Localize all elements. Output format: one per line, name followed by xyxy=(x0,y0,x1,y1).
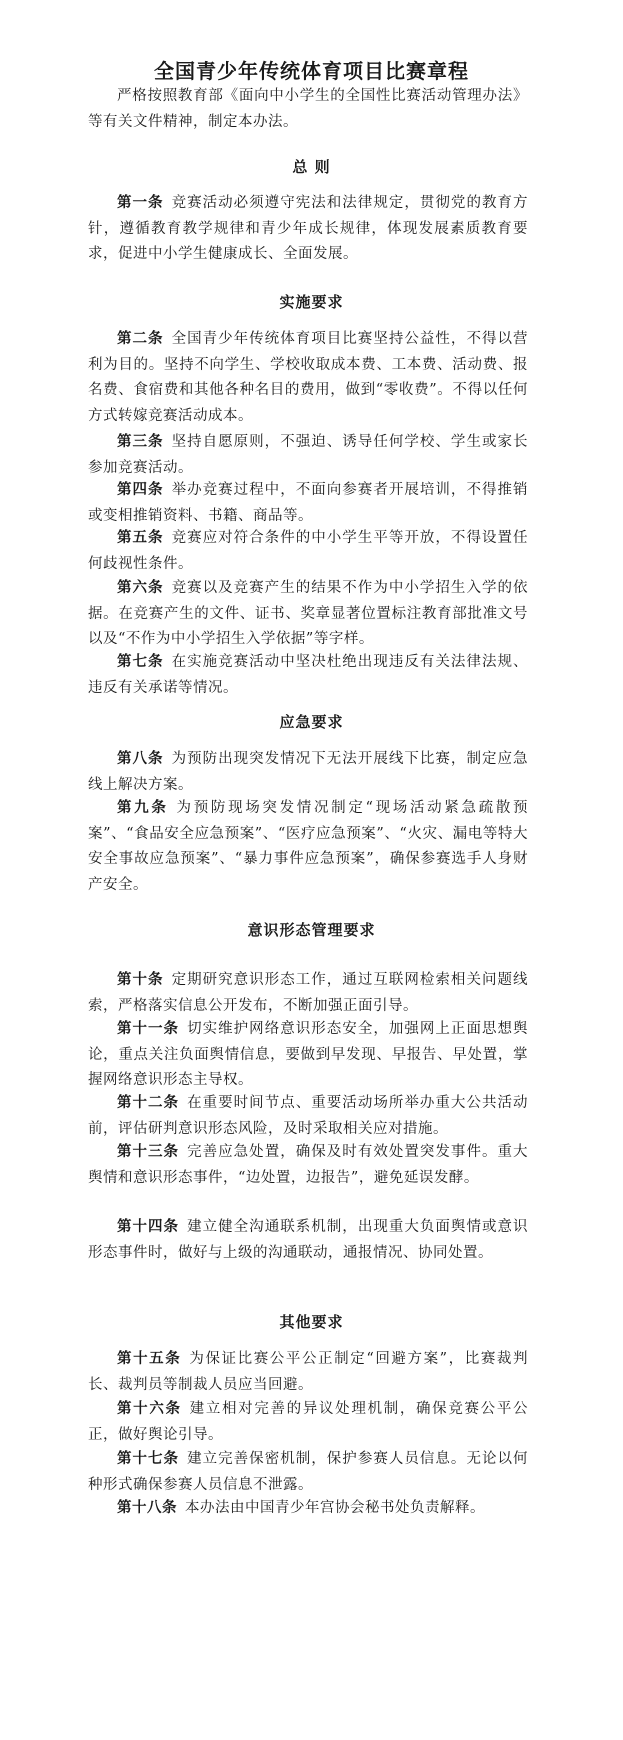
article-10 xyxy=(88,967,528,1019)
article-12 xyxy=(88,1090,528,1142)
article-text: 建立健全沟通联系机制，出现重大负面舆情或意识形态事件时，做好与上级的沟通联动，通报情况、协同处置。 xyxy=(88,1219,529,1261)
section-heading-other: 其他要求 xyxy=(279,1313,344,1331)
section-heading-ideology: 意识形态管理要求 xyxy=(247,921,376,939)
article-number: 第四条 xyxy=(117,481,164,498)
article-number: 第三条 xyxy=(117,433,164,450)
article-number: 第六条 xyxy=(117,579,164,596)
article-number: 第十七条 xyxy=(117,1450,180,1467)
article-6 xyxy=(88,575,528,653)
section-heading-emergency: 应急要求 xyxy=(279,713,344,731)
article-2 xyxy=(88,326,528,429)
article-number: 第八条 xyxy=(117,750,164,767)
article-13 xyxy=(88,1139,528,1191)
article-number: 第十条 xyxy=(117,971,164,988)
document-title: 全国青少年传统体育项目比赛章程 xyxy=(154,59,469,83)
article-16 xyxy=(88,1396,528,1448)
article-text: 竞赛应对符合条件的中小学生平等开放，不得设置任何歧视性条件。 xyxy=(88,530,529,572)
article-text: 为预防出现突发情况下无法开展线下比赛，制定应急线上解决方案。 xyxy=(88,751,529,793)
article-3 xyxy=(88,429,528,481)
article-number: 第十五条 xyxy=(117,1350,182,1367)
article-text: 本办法由中国青少年宫协会秘书处负责解释。 xyxy=(185,1500,485,1516)
article-17 xyxy=(88,1446,528,1498)
article-1 xyxy=(88,190,528,268)
article-15 xyxy=(88,1346,528,1398)
article-text: 坚持自愿原则，不强迫、诱导任何学校、学生或家长参加竞赛活动。 xyxy=(88,434,529,476)
article-number: 第五条 xyxy=(117,529,164,546)
article-text: 完善应急处置，确保及时有效处置突发事件。重大舆情和意识形态事件，“边处置，边报告”，避免延误发酵。 xyxy=(88,1144,529,1186)
article-number: 第九条 xyxy=(117,799,169,816)
article-text: 全国青少年传统体育项目比赛坚持公益性，不得以营利为目的。坚持不向学生、学校收取成本费、工本费、活动费、报名费、食宿费和其他各种名目的费用，做到“零收费”。不得以任何方式转嫁竞赛活动成本。 xyxy=(88,331,529,424)
article-14 xyxy=(88,1214,528,1266)
article-18 xyxy=(88,1495,528,1522)
article-text: 定期研究意识形态工作，通过互联网检索相关问题线索，严格落实信息公开发布，不断加强正面引导。 xyxy=(88,972,529,1014)
article-text: 切实维护网络意识形态安全，加强网上正面思想舆论，重点关注负面舆情信息，要做到早发现、早报告、早处置，掌握网络意识形态主导权。 xyxy=(88,1021,529,1088)
section-heading-implementation: 实施要求 xyxy=(279,293,344,311)
article-text: 建立相对完善的异议处理机制，确保竞赛公平公正，做好舆论引导。 xyxy=(88,1401,529,1443)
article-9 xyxy=(88,795,528,898)
article-number: 第一条 xyxy=(117,194,164,211)
article-number: 第十二条 xyxy=(117,1094,180,1111)
article-text: 建立完善保密机制，保护参赛人员信息。无论以何种形式确保参赛人员信息不泄露。 xyxy=(88,1451,529,1493)
article-text: 举办竞赛过程中，不面向参赛者开展培训，不得推销或变相推销资料、书籍、商品等。 xyxy=(88,482,529,524)
section-heading-general: 总 则 xyxy=(292,158,331,176)
article-text: 竞赛活动必须遵守宪法和法律规定，贯彻党的教育方针，遵循教育教学规律和青少年成长规律，体现发展素质教育要求，促进中小学生健康成长、全面发展。 xyxy=(88,195,529,262)
article-text: 为保证比赛公平公正制定“回避方案”，比赛裁判长、裁判员等制裁人员应当回避。 xyxy=(88,1351,529,1393)
article-number: 第十六条 xyxy=(117,1400,182,1417)
article-number: 第十八条 xyxy=(117,1499,177,1516)
article-text: 在实施竞赛活动中坚决杜绝出现违反有关法律法规、违反有关承诺等情况。 xyxy=(88,654,529,696)
article-8 xyxy=(88,746,528,798)
article-number: 第二条 xyxy=(117,330,164,347)
intro-paragraph: 严格按照教育部《面向中小学生的全国性比赛活动管理办法》等有关文件精神，制定本办法。 xyxy=(88,88,528,130)
article-number: 第十三条 xyxy=(117,1143,180,1160)
article-text: 竞赛以及竞赛产生的结果不作为中小学招生入学的依据。在竞赛产生的文件、证书、奖章显著位置标注教育部批准文号以及“不作为中小学招生入学依据”等字样。 xyxy=(88,580,529,647)
article-number: 第十一条 xyxy=(117,1020,180,1037)
article-number: 第十四条 xyxy=(117,1218,180,1235)
article-11 xyxy=(88,1016,528,1094)
article-4 xyxy=(88,477,528,529)
article-7 xyxy=(88,649,528,701)
article-number: 第七条 xyxy=(117,653,164,670)
article-5 xyxy=(88,525,528,577)
article-text: 在重要时间节点、重要活动场所举办重大公共活动前，评估研判意识形态风险，及时采取相关应对措施。 xyxy=(88,1095,529,1137)
article-text: 为预防现场突发情况制定“现场活动紧急疏散预案”、“食品安全应急预案”、“医疗应急预案”、“火灾、漏电等特大安全事故应急预案”、“暴力事件应急预案”，确保参赛选手人身财产安全。 xyxy=(88,800,529,893)
